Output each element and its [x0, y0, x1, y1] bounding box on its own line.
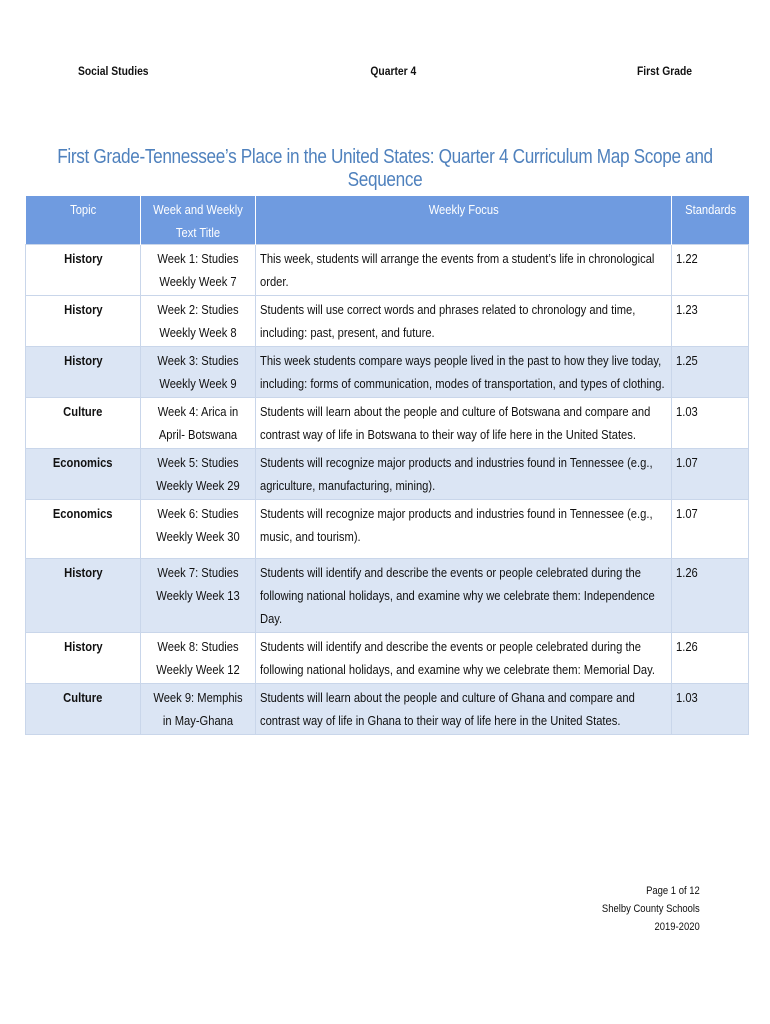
standard-cell: 1.26: [672, 559, 749, 633]
topic-cell: History: [26, 633, 141, 684]
standard-cell: 1.26: [672, 633, 749, 684]
standard-cell: 1.07: [672, 449, 749, 500]
topic-cell: History: [26, 559, 141, 633]
page-header: [78, 64, 693, 82]
topic-cell: Economics: [26, 449, 141, 500]
column-header-week: Week and Weekly Text Title: [141, 196, 256, 245]
table-row: [26, 347, 749, 398]
focus-cell: Students will identify and describe the events or people celebrated during the following national holidays, and examine why we celebrate them: Memorial Day.: [256, 633, 672, 684]
focus-cell: Students will recognize major products and industries found in Tennessee (e.g., agriculture, manufacturing, mining).: [256, 449, 672, 500]
topic-cell: History: [26, 296, 141, 347]
school-year: 2019-2020: [654, 921, 700, 933]
column-header-standards: Standards: [672, 196, 749, 245]
focus-cell: Students will recognize major products and industries found in Tennessee (e.g., music, and tourism).: [256, 500, 672, 559]
standard-cell: 1.03: [672, 684, 749, 735]
week-cell: Week 5: Studies Weekly Week 29: [141, 449, 256, 500]
table-row: [26, 245, 749, 296]
topic-cell: Culture: [26, 684, 141, 735]
header-subject: Social Studies: [78, 64, 149, 78]
week-cell: Week 4: Arica in April- Botswana: [141, 398, 256, 449]
column-header-focus: Weekly Focus: [256, 196, 672, 245]
table-row: [26, 633, 749, 684]
focus-cell: Students will identify and describe the events or people celebrated during the following national holidays, and examine why we celebrate them: Independence Day.: [256, 559, 672, 633]
standard-cell: 1.03: [672, 398, 749, 449]
page-footer: [602, 882, 700, 936]
week-cell: Week 2: Studies Weekly Week 8: [141, 296, 256, 347]
standard-cell: 1.25: [672, 347, 749, 398]
header-grade: First Grade: [636, 64, 693, 78]
week-cell: Week 8: Studies Weekly Week 12: [141, 633, 256, 684]
table-row: [26, 296, 749, 347]
topic-cell: Culture: [26, 398, 141, 449]
focus-cell: Students will learn about the people and culture of Botswana and compare and contrast way of life in Botswana to their way of life here in the United States.: [256, 398, 672, 449]
week-cell: Week 1: Studies Weekly Week 7: [141, 245, 256, 296]
focus-cell: Students will learn about the people and culture of Ghana and compare and contrast way of life in Ghana to their way of life here in the United States.: [256, 684, 672, 735]
focus-cell: This week students compare ways people lived in the past to how they live today, including: forms of communication, modes of transportation, and types of clothing.: [256, 347, 672, 398]
table-row: [26, 449, 749, 500]
week-cell: Week 7: Studies Weekly Week 13: [141, 559, 256, 633]
focus-cell: Students will use correct words and phrases related to chronology and time, including: past, present, and future.: [256, 296, 672, 347]
focus-cell: This week, students will arrange the events from a student’s life in chronological order.: [256, 245, 672, 296]
table-header-row: [26, 196, 749, 245]
table-row: [26, 500, 749, 559]
document-title: First Grade-Tennessee’s Place in the United States: Quarter 4 Curriculum Map Scope and Sequence: [57, 146, 713, 191]
curriculum-map-table: [25, 196, 749, 735]
standard-cell: 1.07: [672, 500, 749, 559]
topic-cell: History: [26, 347, 141, 398]
standard-cell: 1.23: [672, 296, 749, 347]
organization-name: Shelby County Schools: [602, 903, 700, 915]
table-row: [26, 398, 749, 449]
topic-cell: History: [26, 245, 141, 296]
header-quarter: Quarter 4: [370, 64, 417, 78]
page-number: Page 1 of 12: [646, 885, 700, 897]
week-cell: Week 3: Studies Weekly Week 9: [141, 347, 256, 398]
standard-cell: 1.22: [672, 245, 749, 296]
week-cell: Week 6: Studies Weekly Week 30: [141, 500, 256, 559]
column-header-topic: Topic: [26, 196, 141, 245]
table-row: [26, 684, 749, 735]
week-cell: Week 9: Memphis in May-Ghana: [141, 684, 256, 735]
topic-cell: Economics: [26, 500, 141, 559]
table-row: [26, 559, 749, 633]
